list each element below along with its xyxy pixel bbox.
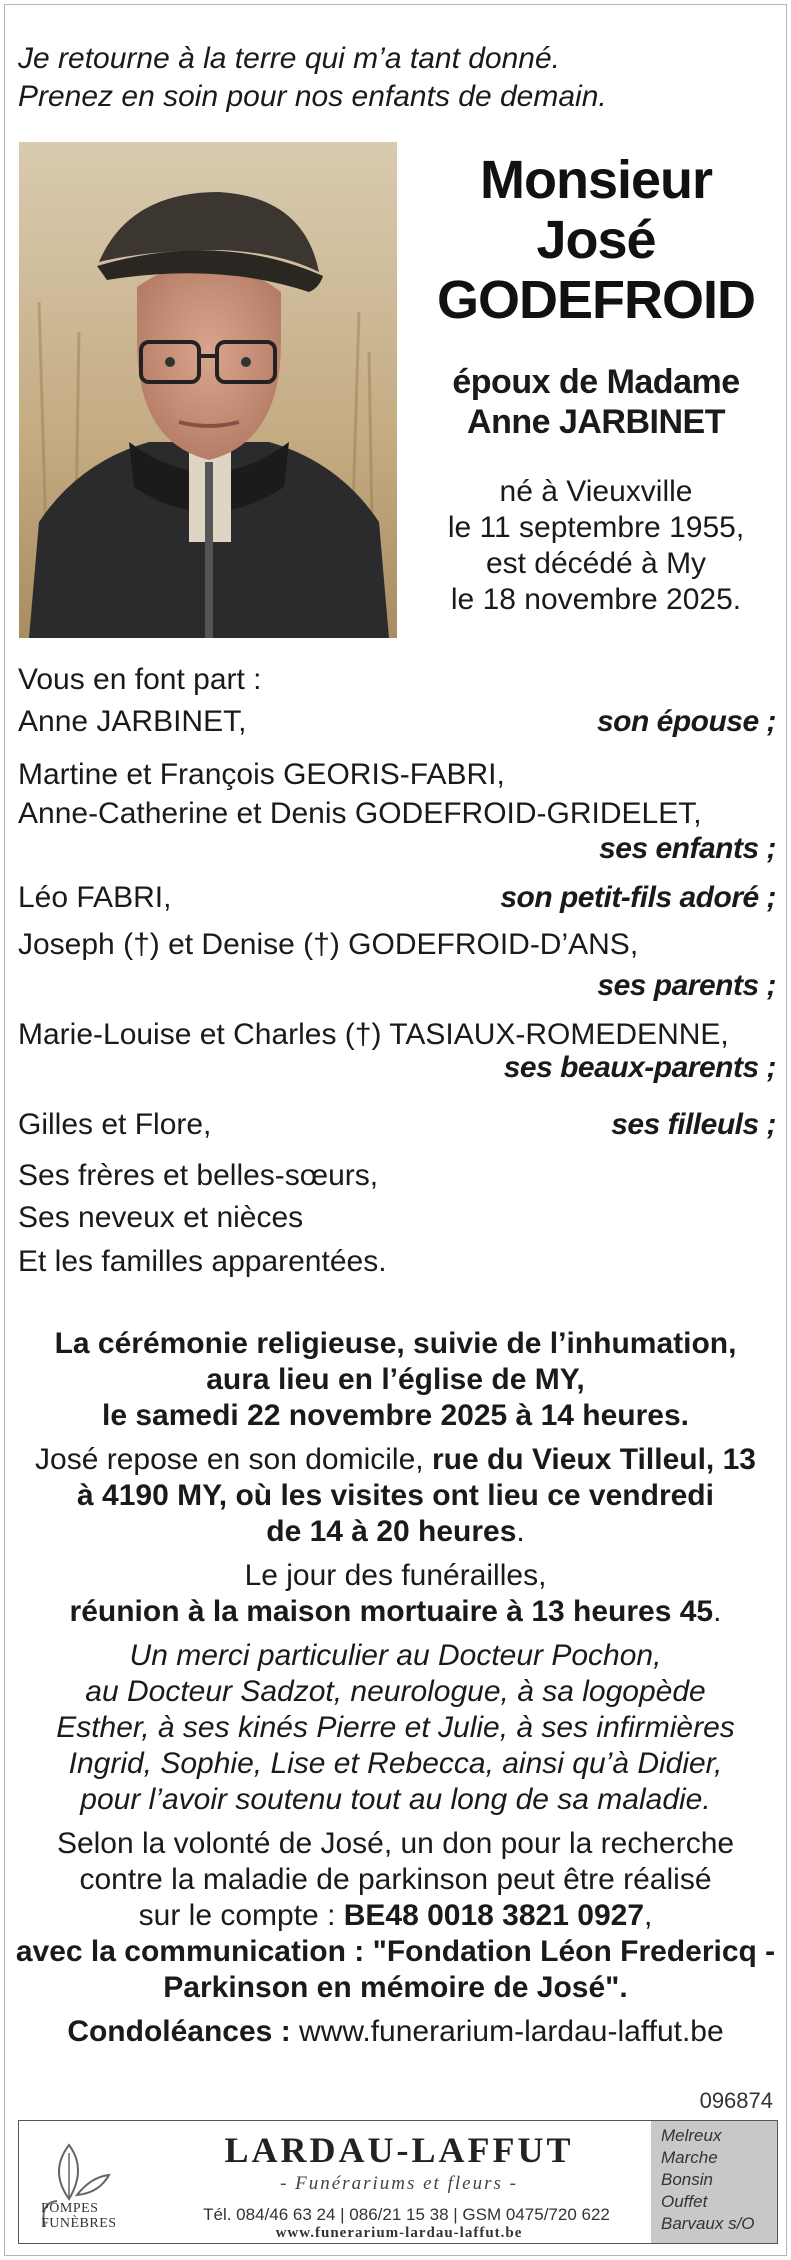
donation-communication: avec la communication : "Fondation Léon Fredericq - (15, 1935, 776, 1968)
location-item: Melreux (661, 2126, 722, 2145)
list-item (18, 1105, 776, 1144)
list-item (18, 1156, 776, 1195)
thanks-line: Ingrid, Sophie, Lise et Rebecca, ainsi qu’à Didier, (68, 1747, 723, 1780)
condolences (10, 2014, 781, 2050)
thanks-line: pour l’avoir soutenu tout au long de sa maladie. (80, 1783, 711, 1816)
deceased-info (410, 150, 782, 618)
list-item (18, 925, 776, 964)
list-item (18, 1198, 776, 1237)
funeral-home-website[interactable]: www.funerarium-lardau-laffut.be (275, 2225, 523, 2241)
family-name: Joseph (†) et Denise (†) GODEFROID-D’ANS, (18, 928, 639, 961)
donation-line: contre la maladie de parkinson peut être réalisé (79, 1863, 712, 1896)
funeral-home-phones: Tél. 084/46 63 24 | 086/21 15 38 | GSM 0475/720 622 (203, 2205, 610, 2224)
family-relation: ses beaux-parents ; (503, 1051, 776, 1084)
location-item: Barvaux s/O (661, 2214, 755, 2233)
family-name: Anne-Catherine et Denis GODEFROID-GRIDELET, (18, 797, 702, 830)
spouse-line-2: Anne JARBINET (467, 403, 725, 441)
condolences-label: Condoléances : (67, 2015, 291, 2048)
deceased-first-name: José (536, 210, 656, 270)
bank-account: BE48 0018 3821 0927 (343, 1899, 644, 1932)
reference-number: 096874 (699, 2088, 773, 2113)
death-date: le 18 novembre 2025. (450, 583, 742, 616)
location-item: Bonsin (661, 2170, 713, 2189)
funeral-day-meeting: réunion à la maison mortuaire à 13 heures 45 (69, 1595, 714, 1628)
epitaph-line-1: Je retourne à la terre qui m’a tant donné. (18, 42, 560, 75)
logo-line: FUNÈBRES (41, 2216, 117, 2231)
donation-line: Selon la volonté de José, un don pour la recherche (56, 1827, 735, 1860)
punctuation: , (644, 1899, 653, 1932)
family-name: Et les familles apparentées. (18, 1245, 387, 1278)
punctuation: . (713, 1595, 722, 1628)
ceremony-line: le samedi 22 novembre 2025 à 14 heures. (101, 1399, 689, 1432)
family-intro: Vous en font part : (18, 663, 262, 696)
family-name: Ses neveux et nièces (18, 1201, 304, 1234)
family-name: Ses frères et belles-sœurs, (18, 1159, 379, 1192)
spouse-info (410, 362, 782, 442)
birth-death-info (410, 474, 782, 618)
donation-line: sur le compte : (138, 1899, 344, 1932)
birth-place: né à Vieuxville (499, 475, 693, 508)
logo-text (41, 2201, 117, 2231)
family-name: Gilles et Flore, (18, 1108, 212, 1141)
deceased-title: Monsieur (479, 150, 713, 210)
birth-date: le 11 septembre 1955, (447, 511, 745, 544)
list-item (18, 755, 776, 794)
donation-communication: Parkinson en mémoire de José". (163, 1971, 628, 2004)
death-place: est décédé à My (485, 547, 707, 580)
punctuation: . (516, 1515, 525, 1548)
visit-text: José repose en son domicile, (35, 1443, 432, 1476)
ceremony-line: aura lieu en l’église de MY, (206, 1363, 585, 1396)
location-item: Ouffet (661, 2192, 708, 2211)
thanks-line: Un merci particulier au Docteur Pochon, (129, 1639, 662, 1672)
funeral-home-banner (18, 2120, 778, 2244)
logo-line: POMPES (41, 2201, 99, 2216)
deceased-last-name: GODEFROID (436, 270, 755, 330)
portrait-photo (19, 142, 397, 638)
donation-info (10, 1826, 781, 2006)
family-relation: son petit-fils adoré ; (500, 881, 776, 914)
family-relation: ses enfants ; (599, 832, 776, 865)
funeral-home-tagline: - Funérariums et fleurs - (280, 2173, 518, 2194)
visit-text: à 4190 MY, où les visites ont lieu ce vendredi (77, 1479, 714, 1512)
condolences-link[interactable]: www.funerarium-lardau-laffut.be (290, 2015, 724, 2048)
location-item: Marche (661, 2148, 718, 2167)
thanks-text (10, 1638, 781, 1818)
locations-box (651, 2121, 777, 2243)
visit-hours: de 14 à 20 heures (266, 1515, 517, 1548)
family-name: Léo FABRI, (18, 881, 172, 914)
epitaph-line-2: Prenez en soin pour nos enfants de demain. (18, 80, 607, 113)
list-item (18, 794, 776, 833)
thanks-line: Esther, à ses kinés Pierre et Julie, à ses infirmières (56, 1711, 735, 1744)
ceremony-line: La cérémonie religieuse, suivie de l’inhumation, (54, 1327, 737, 1360)
epitaph (18, 40, 778, 116)
funeral-home-name: LARDAU-LAFFUT (224, 2130, 574, 2170)
family-name: Martine et François GEORIS-FABRI, (18, 758, 505, 791)
family-name: Marie-Louise et Charles (†) TASIAUX-ROMEDENNE, (18, 1018, 729, 1051)
visit-info (10, 1442, 781, 1550)
family-list (18, 660, 776, 1281)
funeral-day-info (10, 1558, 781, 1630)
announcements (10, 1326, 781, 2050)
list-item (18, 1242, 776, 1281)
list-item (18, 878, 776, 917)
visit-address: rue du Vieux Tilleul, 13 (431, 1443, 756, 1476)
family-name: Anne JARBINET, (18, 705, 247, 738)
funeral-day-text: Le jour des funérailles, (244, 1559, 547, 1592)
ceremony-info (10, 1326, 781, 1434)
family-relation: ses parents ; (597, 969, 776, 1002)
list-item (18, 702, 776, 741)
thanks-line: au Docteur Sadzot, neurologue, à sa logopède (85, 1675, 706, 1708)
family-relation: ses filleuls ; (611, 1108, 776, 1141)
family-relation: son épouse ; (596, 705, 776, 738)
spouse-line-1: époux de Madame (452, 363, 740, 401)
